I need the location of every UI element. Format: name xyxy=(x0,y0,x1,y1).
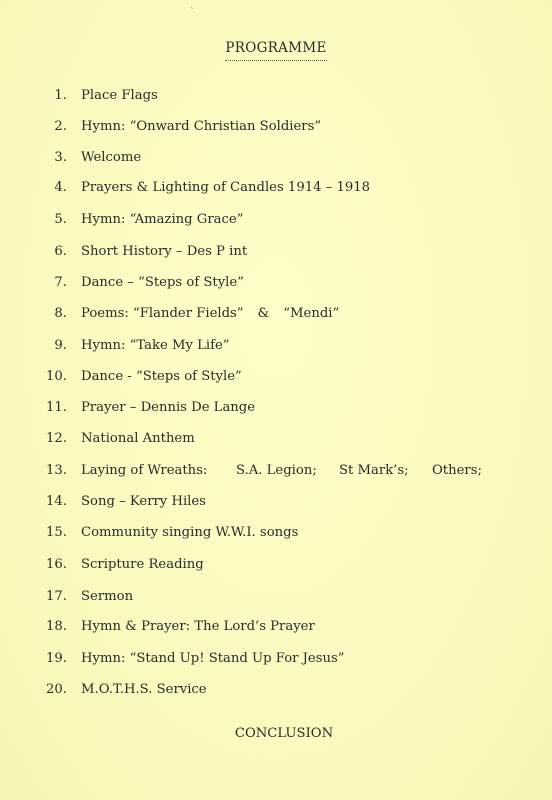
item-text: Short History – Des P int xyxy=(81,244,248,259)
item-text: National Anthem xyxy=(81,431,195,446)
programme-title: PROGRAMME xyxy=(225,40,326,61)
item-number: 4. xyxy=(54,180,67,195)
item-text: Hymn: “Take My Life” xyxy=(81,338,230,353)
item-text: Welcome xyxy=(81,150,142,165)
programme-item-14 xyxy=(0,492,552,512)
programme-item-3 xyxy=(0,148,552,168)
programme-item-12 xyxy=(0,429,552,449)
stray-mark: ` xyxy=(190,8,195,18)
programme-item-11 xyxy=(0,398,552,418)
item-number: 5. xyxy=(54,212,67,227)
item-text: Hymn: “Onward Christian Soldiers” xyxy=(81,119,322,134)
item-text: Sermon xyxy=(81,589,134,604)
programme-item-15 xyxy=(0,523,552,543)
conclusion-wrap xyxy=(0,726,552,741)
item-text: Hymn & Prayer: The Lord’s Prayer xyxy=(81,619,315,634)
item-text: Prayer – Dennis De Lange xyxy=(81,400,256,415)
item-number: 2. xyxy=(54,119,67,134)
item-number: 9. xyxy=(54,338,67,353)
programme-item-6 xyxy=(0,242,552,262)
item-text: Hymn: “Amazing Grace” xyxy=(81,212,244,227)
programme-item-16 xyxy=(0,555,552,575)
item-text-part: S.A. Legion; xyxy=(236,463,317,478)
item-number: 17. xyxy=(46,589,67,604)
item-text: Hymn: “Stand Up! Stand Up For Jesus” xyxy=(81,651,345,666)
programme-item-17 xyxy=(0,587,552,607)
item-text: Dance – “Steps of Style” xyxy=(81,275,244,290)
item-text-part: St Mark’s; xyxy=(339,463,409,478)
item-number: 14. xyxy=(46,494,67,509)
programme-item-1 xyxy=(0,86,552,106)
item-text-part: “Mendi” xyxy=(283,306,340,321)
item-text: Dance - “Steps of Style” xyxy=(81,369,242,384)
item-number: 20. xyxy=(46,682,67,697)
item-text-part: Others; xyxy=(432,463,482,478)
item-number: 7. xyxy=(54,275,67,290)
programme-item-20 xyxy=(0,680,552,700)
item-number: 19. xyxy=(46,651,67,666)
programme-item-18 xyxy=(0,617,552,637)
item-number: 15. xyxy=(46,525,67,540)
programme-item-9 xyxy=(0,336,552,356)
item-number: 16. xyxy=(46,557,67,572)
item-number: 10. xyxy=(46,369,67,384)
programme-item-10 xyxy=(0,367,552,387)
programme-item-7 xyxy=(0,273,552,293)
programme-item-2 xyxy=(0,117,552,137)
programme-item-5 xyxy=(0,210,552,230)
conclusion-heading: CONCLUSION xyxy=(234,726,334,741)
item-number: 13. xyxy=(46,463,67,478)
item-text: M.O.T.H.S. Service xyxy=(81,682,207,697)
programme-item-13 xyxy=(0,461,552,481)
item-number: 11. xyxy=(46,400,67,415)
item-text: Place Flags xyxy=(81,88,158,103)
item-text: Community singing W.W.I. songs xyxy=(81,525,299,540)
item-number: 8. xyxy=(54,306,67,321)
programme-item-8 xyxy=(0,304,552,324)
item-text xyxy=(81,304,339,324)
item-text: Laying of Wreaths: xyxy=(81,463,208,478)
item-number: 18. xyxy=(46,619,67,634)
programme-item-4 xyxy=(0,178,552,198)
item-number: 12. xyxy=(46,431,67,446)
item-number: 6. xyxy=(54,244,67,259)
item-number: 1. xyxy=(54,88,67,103)
programme-item-19 xyxy=(0,649,552,669)
item-number: 3. xyxy=(54,150,67,165)
item-text-part: Poems: “Flander Fields” xyxy=(81,306,244,321)
item-text-part: & xyxy=(257,306,270,321)
item-text: Prayers & Lighting of Candles 1914 – 1918 xyxy=(81,180,371,195)
item-text: Scripture Reading xyxy=(81,557,204,572)
item-text: Song – Kerry Hiles xyxy=(81,494,206,509)
